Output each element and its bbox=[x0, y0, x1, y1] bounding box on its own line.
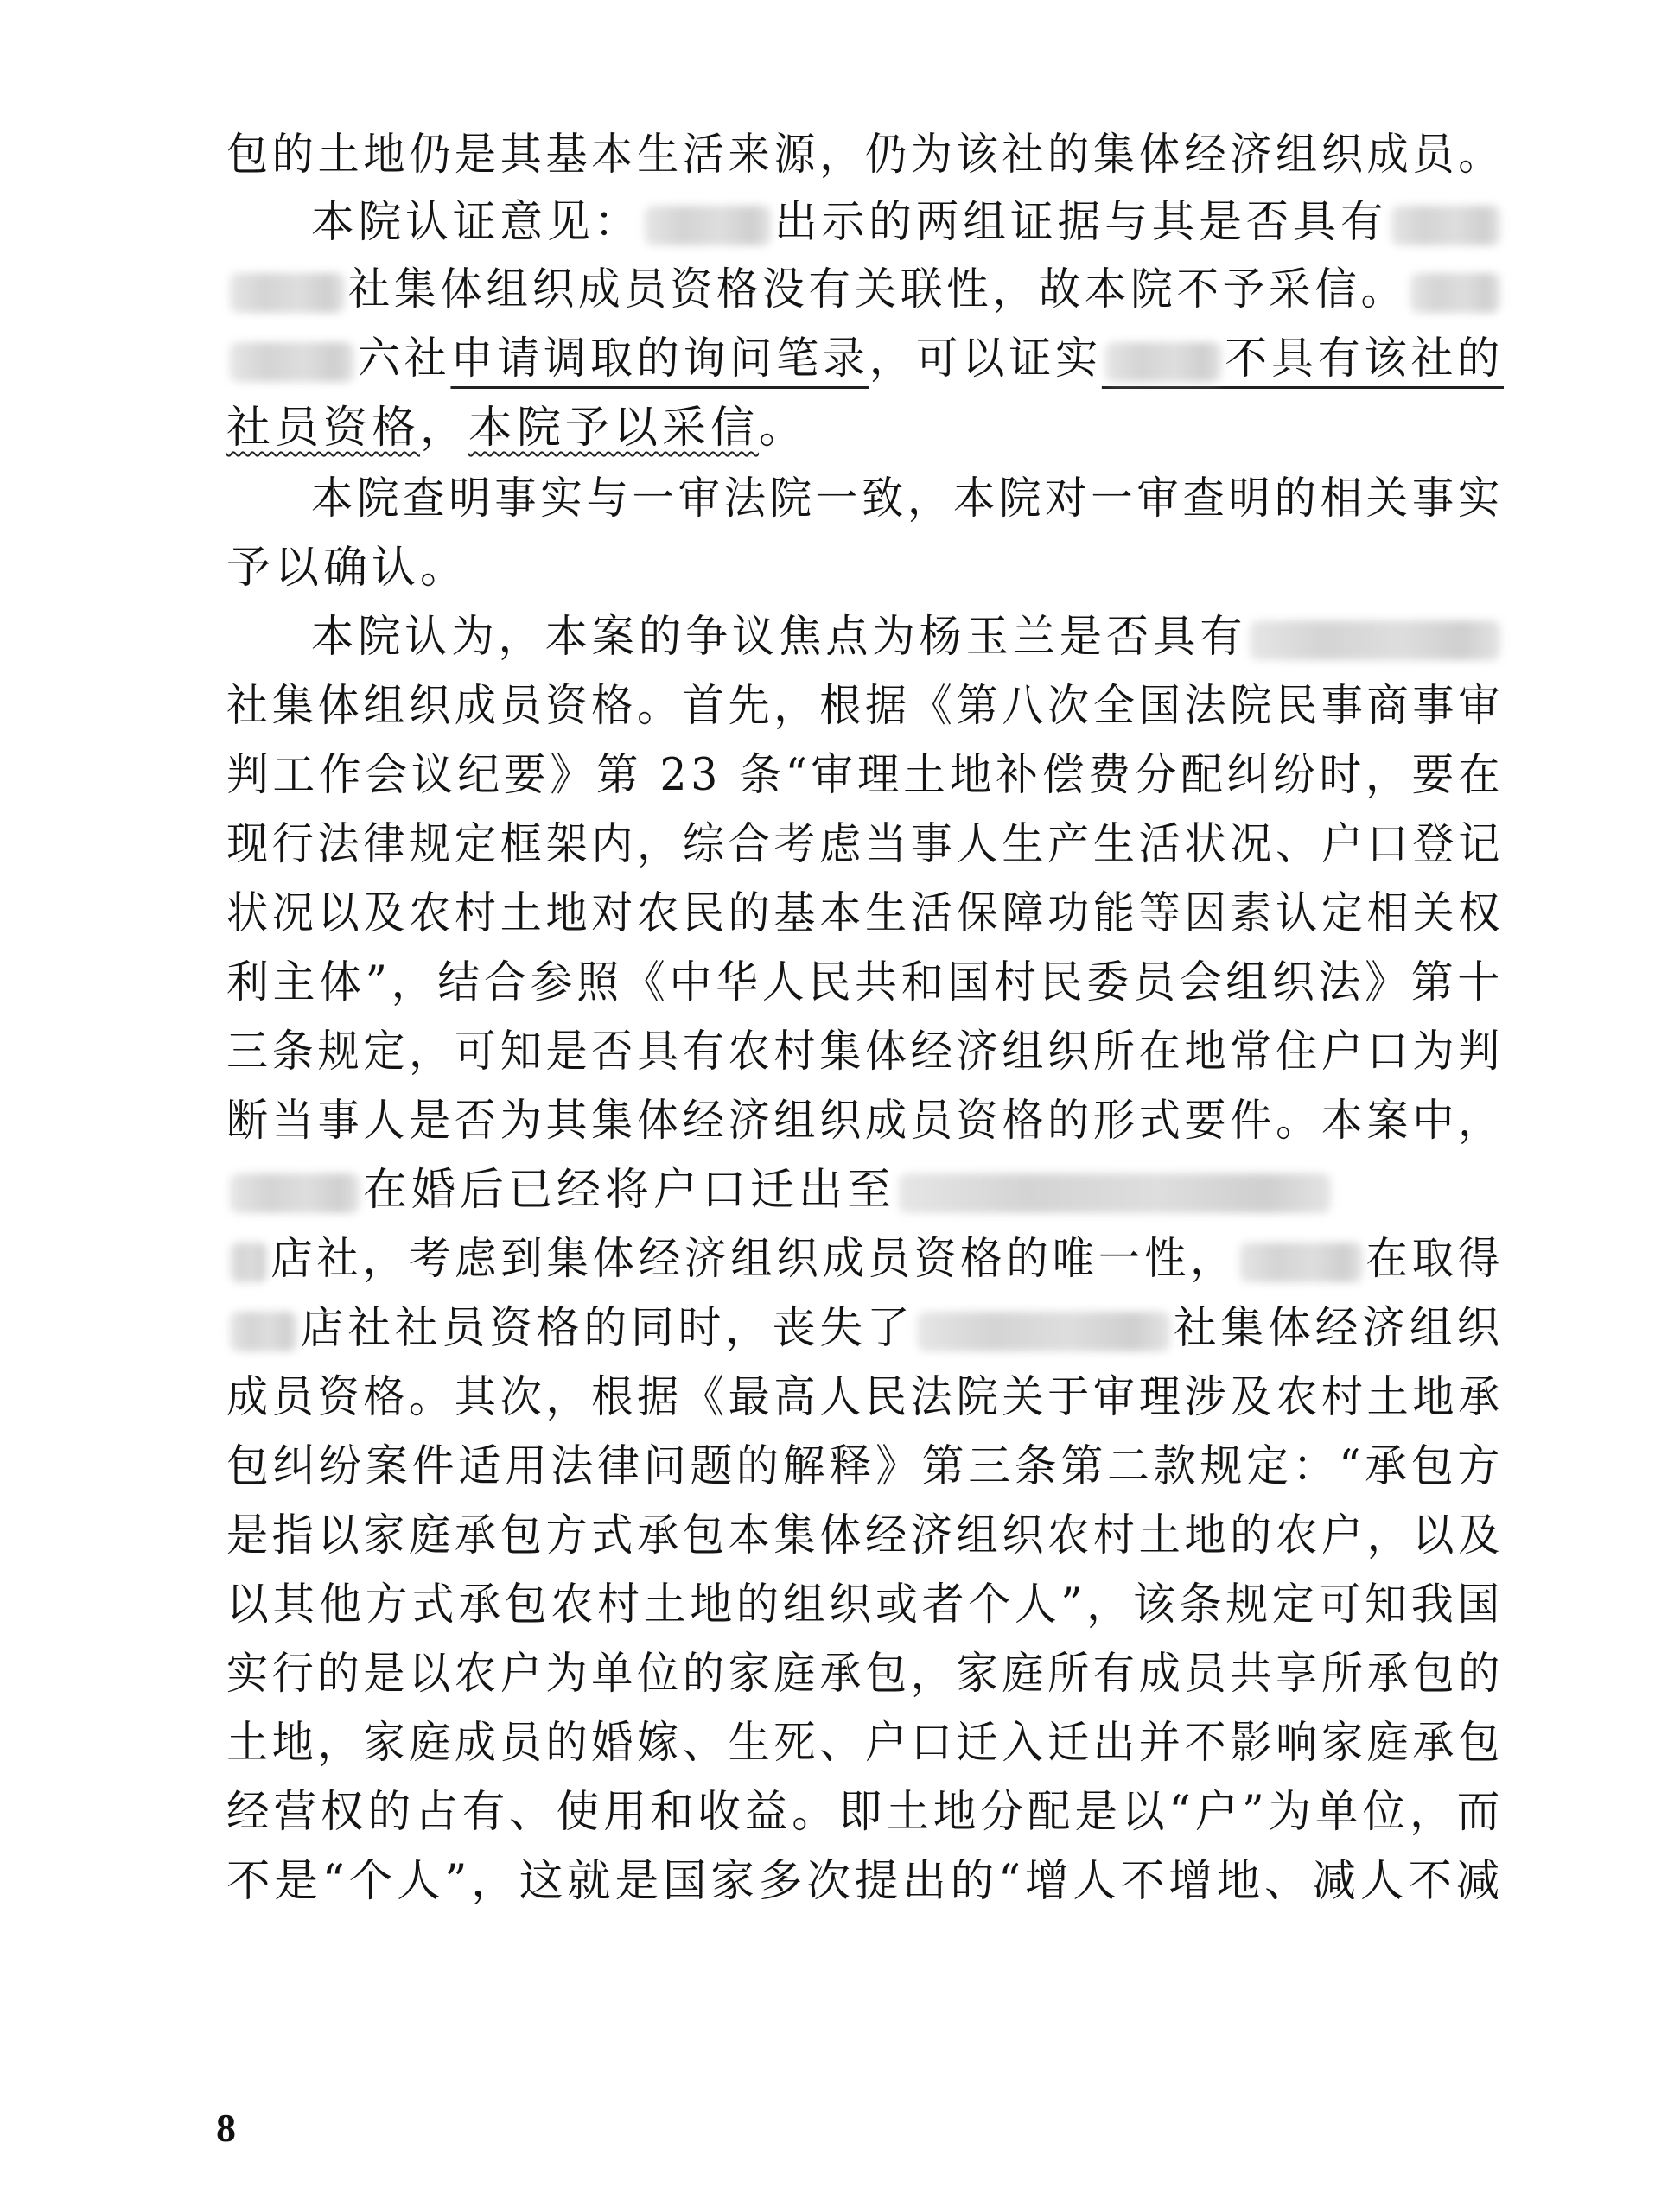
redacted-name bbox=[230, 1173, 360, 1213]
text-line: 以其他方式承包农村土地的组织或者个人”，该条规定可知我国 bbox=[226, 1580, 1505, 1630]
text-line: 店社社员资格的同时，丧失了 社集体经济组织 bbox=[226, 1294, 1504, 1363]
redacted-text bbox=[1250, 620, 1500, 660]
text-line: 实行的是以农户为单位的家庭承包，家庭所有成员共享所承包的 bbox=[226, 1649, 1505, 1700]
redacted-text bbox=[1410, 273, 1501, 313]
text-line: 状况以及农村土地对农民的基本生活保障功能等因素认定相关权 bbox=[226, 888, 1505, 939]
redacted-text bbox=[230, 1243, 268, 1282]
underlined-phrase: 申请调取的询问笔录 bbox=[450, 334, 869, 389]
redacted-text bbox=[230, 1312, 297, 1351]
text-line: 利主体”，结合参照《中华人民共和国村民委员会组织法》第十 bbox=[226, 957, 1505, 1008]
text-line: 不是“个人”，这就是国家多次提出的“增人不增地、减人不减 bbox=[226, 1856, 1505, 1907]
redacted-text bbox=[230, 342, 354, 382]
redacted-name bbox=[1105, 342, 1222, 382]
text-line: 包的土地仍是其基本生活来源，仍为该社的集体经济组织成员。 bbox=[226, 130, 1505, 181]
text-line: 现行法律规定框架内，综合考虑当事人生产生活状况、户口登记 bbox=[226, 819, 1505, 870]
text-line: 包纠纷案件适用法律问题的解释》第三条第二款规定：“承包方 bbox=[226, 1441, 1505, 1492]
text-line: 判工作会议纪要》第 23 条“审理土地补偿费分配纠纷时，要在 bbox=[226, 750, 1505, 801]
text-line: 三条规定，可知是否具有农村集体经济组织所在地常住户口为判 bbox=[226, 1027, 1505, 1077]
text-line: 成员资格。其次，根据《最高人民法院关于审理涉及农村土地承 bbox=[226, 1372, 1505, 1423]
text-line: 是指以家庭承包方式承包本集体经济组织农村土地的农户，以及 bbox=[226, 1510, 1505, 1561]
wavy-underlined-phrase: 社员资格 bbox=[226, 403, 421, 454]
page-number: 8 bbox=[216, 2106, 236, 2150]
redacted-text bbox=[230, 273, 345, 313]
redacted-text bbox=[917, 1312, 1169, 1351]
text-line: 断当事人是否为其集体经济组织成员资格的形式要件。本案中， bbox=[226, 1096, 1505, 1147]
text-line: 在婚后已经将户口迁出至 bbox=[226, 1156, 1334, 1225]
redacted-text bbox=[1391, 206, 1500, 245]
redacted-name bbox=[1239, 1243, 1362, 1282]
text-line: 社集体组织成员资格没有关联性，故本院不予采信。 bbox=[226, 256, 1504, 325]
text-line: 本院认为，本案的争议焦点为杨玉兰是否具有 bbox=[311, 603, 1504, 672]
text-line: 社员资格，本院予以采信。 bbox=[226, 403, 808, 454]
underlined-phrase: 不具有该社的 bbox=[1102, 334, 1504, 389]
text-line: 六社申请调取的询问笔录，可以证实 不具有该社的 bbox=[226, 325, 1504, 394]
text-line: 社集体组织成员资格。首先，根据《第八次全国法院民事商事审 bbox=[226, 681, 1505, 732]
wavy-underlined-phrase: 本院予以采信 bbox=[468, 403, 760, 454]
text-line: 予以确认。 bbox=[226, 543, 469, 594]
text-line: 土地，家庭成员的婚嫁、生死、户口迁入迁出并不影响家庭承包 bbox=[226, 1718, 1505, 1769]
text-line: 店社，考虑到集体经济组织成员资格的唯一性， 在取得 bbox=[226, 1225, 1504, 1294]
redacted-name bbox=[645, 206, 771, 245]
redacted-text bbox=[899, 1173, 1331, 1213]
text-line: 本院认证意见： 出示的两组证据与其是否具有 bbox=[311, 188, 1504, 257]
text-line: 经营权的占有、使用和收益。即土地分配是以“户”为单位，而 bbox=[226, 1787, 1505, 1838]
text-line: 本院查明事实与一审法院一致，本院对一审查明的相关事实 bbox=[311, 474, 1505, 524]
